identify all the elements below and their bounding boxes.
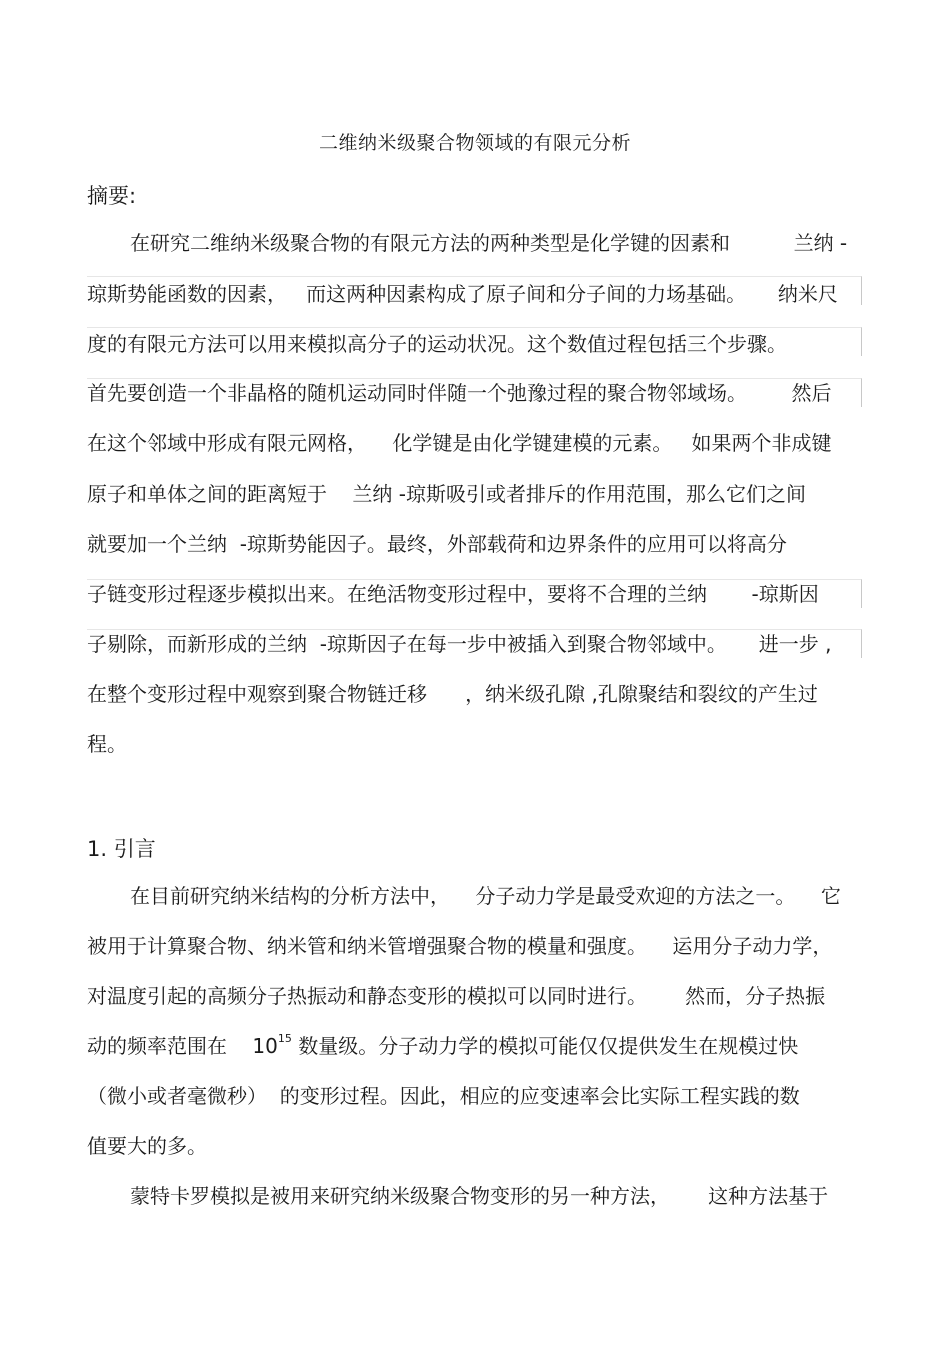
abstract-line: 在研究二维纳米级聚合物的有限元方法的两种类型是化学键的因素和 兰纳 - [130,231,848,255]
abstract-line: 琼斯势能函数的因素， 而这两种因素构成了原子间和分子间的力场基础。 纳米尺 [87,282,838,306]
abstract-line: 首先要创造一个非晶格的随机运动同时伴随一个弛豫过程的聚合物邻域场。 然后 [87,381,832,405]
abstract-line: 程。 [87,732,127,756]
line-suffix: 数量级。分子动力学的模拟可能仅仅提供发生在规模过快 [291,1034,799,1058]
line-prefix: 动的频率范围在 10 [87,1034,278,1058]
abstract-line: 在整个变形过程中观察到聚合物链迁移 ，纳米级孔隙 ,孔隙聚结和裂纹的产生过 [87,682,818,706]
section-line [87,1033,798,1059]
section-line: 被用于计算聚合物、纳米管和纳米管增强聚合物的模量和强度。 运用分子动力学， [87,934,833,958]
section-line: 蒙特卡罗模拟是被用来研究纳米级聚合物变形的另一种方法， 这种方法基于 [130,1184,829,1208]
abstract-line: 原子和单体之间的距离短于 兰纳 -琼斯吸引或者排斥的作用范围，那么它们之间 [87,482,807,506]
exponent: 15 [277,1032,292,1046]
section-line: 在目前研究纳米结构的分析方法中， 分子动力学是最受欢迎的方法之一。 它 [130,884,841,908]
section-line: 对温度引起的高频分子热振动和静态变形的模拟可以同时进行。 然而，分子热振 [87,984,826,1008]
abstract-line: 度的有限元方法可以用来模拟高分子的运动状况。这个数值过程包括三个步骤。 [87,332,787,356]
abstract-line: 在这个邻域中形成有限元网格， 化学键是由化学键建模的元素。 如果两个非成键 [87,431,832,455]
section-heading: 1. 引言 [87,837,156,861]
abstract-line: 子剔除，而新形成的兰纳 -琼斯因子在每一步中被插入到聚合物邻域中。 进一步 , [87,632,832,656]
document-title: 二维纳米级聚合物领域的有限元分析 [318,132,631,154]
abstract-line: 就要加一个兰纳 -琼斯势能因子。最终，外部载荷和边界条件的应用可以将高分 [87,532,787,556]
section-line: （微小或者毫微秒） 的变形过程。因此，相应的应变速率会比实际工程实践的数 [87,1084,800,1108]
abstract-line: 子链变形过程逐步模拟出来。在绝活物变形过程中，要将不合理的兰纳 -琼斯因 [87,582,819,606]
abstract-heading: 摘要: [87,184,137,208]
section-line: 值要大的多。 [87,1134,207,1158]
